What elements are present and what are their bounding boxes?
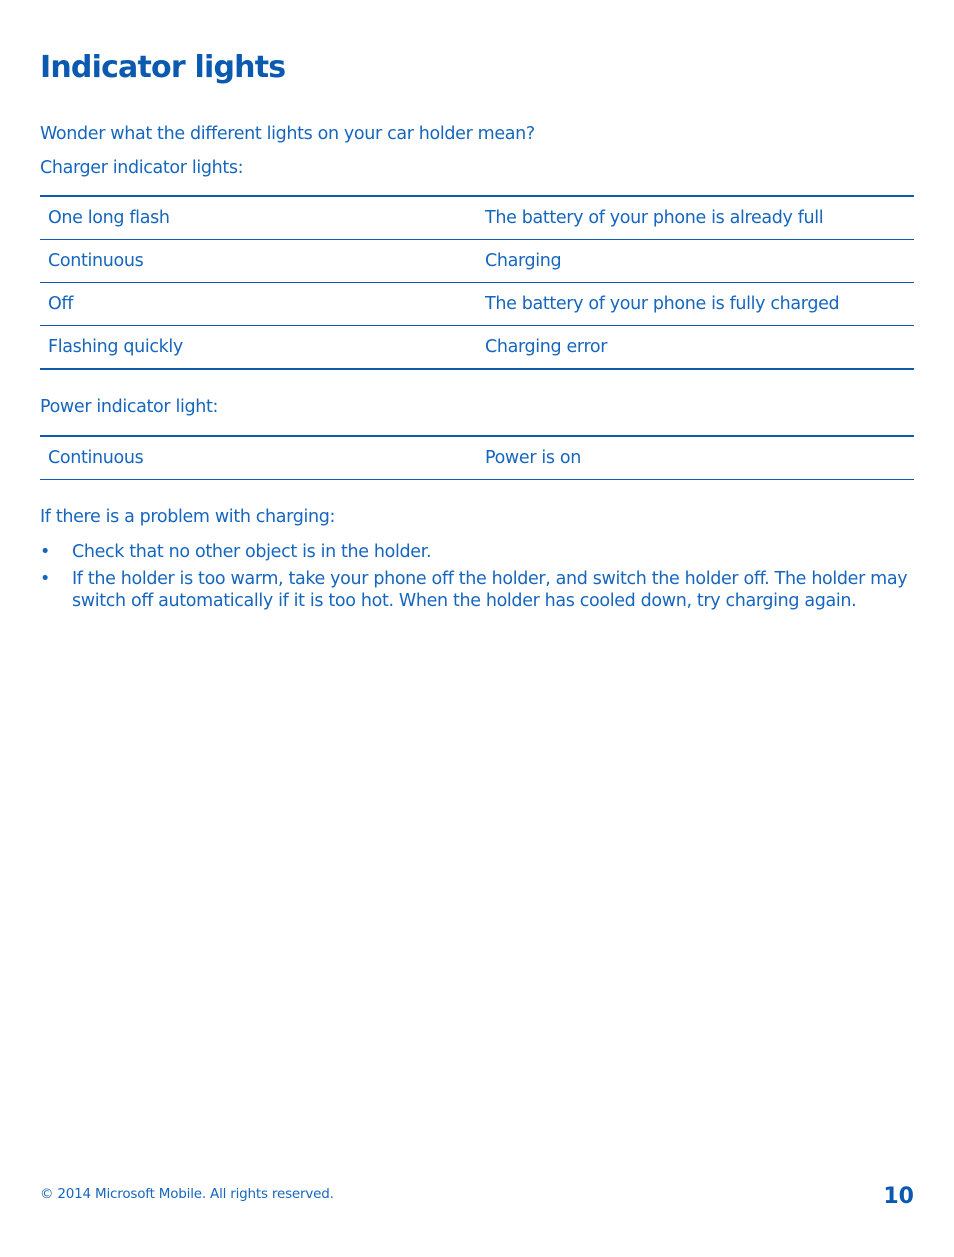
intro-text: Wonder what the different lights on your car holder mean? bbox=[40, 124, 535, 144]
table-row bbox=[40, 283, 914, 326]
bullet-icon: • bbox=[40, 569, 50, 589]
power-heading: Power indicator light: bbox=[40, 397, 219, 417]
power-table bbox=[40, 435, 914, 480]
copyright-notice: © 2014 Microsoft Mobile. All rights reserved. bbox=[40, 1186, 334, 1202]
meaning-cell: Power is on bbox=[485, 448, 581, 468]
list-item bbox=[40, 541, 920, 563]
page-title: Indicator lights bbox=[40, 50, 286, 85]
problem-heading: If there is a problem with charging: bbox=[40, 507, 336, 527]
list-item-text: If the holder is too warm, take your phone off the holder, and switch the holder off. The holder may switch off automatically if it is too hot. When the holder has cooled down, try charging again. bbox=[72, 569, 908, 611]
table-row bbox=[40, 326, 914, 368]
table-row bbox=[40, 240, 914, 283]
light-state-cell: One long flash bbox=[48, 208, 170, 228]
meaning-cell: The battery of your phone is fully charged bbox=[485, 294, 840, 314]
light-state-cell: Flashing quickly bbox=[48, 337, 183, 357]
light-state-cell: Continuous bbox=[48, 251, 144, 271]
table-row bbox=[40, 437, 914, 479]
list-item-text: Check that no other object is in the holder. bbox=[72, 542, 432, 562]
light-state-cell: Off bbox=[48, 294, 74, 314]
meaning-cell: The battery of your phone is already full bbox=[485, 208, 824, 228]
page-number: 10 bbox=[883, 1184, 914, 1209]
bullet-icon: • bbox=[40, 542, 50, 562]
charger-heading: Charger indicator lights: bbox=[40, 158, 244, 178]
meaning-cell: Charging error bbox=[485, 337, 608, 357]
charger-table bbox=[40, 195, 914, 370]
meaning-cell: Charging bbox=[485, 251, 562, 271]
light-state-cell: Continuous bbox=[48, 448, 144, 468]
table-row bbox=[40, 197, 914, 240]
list-item bbox=[40, 568, 920, 612]
